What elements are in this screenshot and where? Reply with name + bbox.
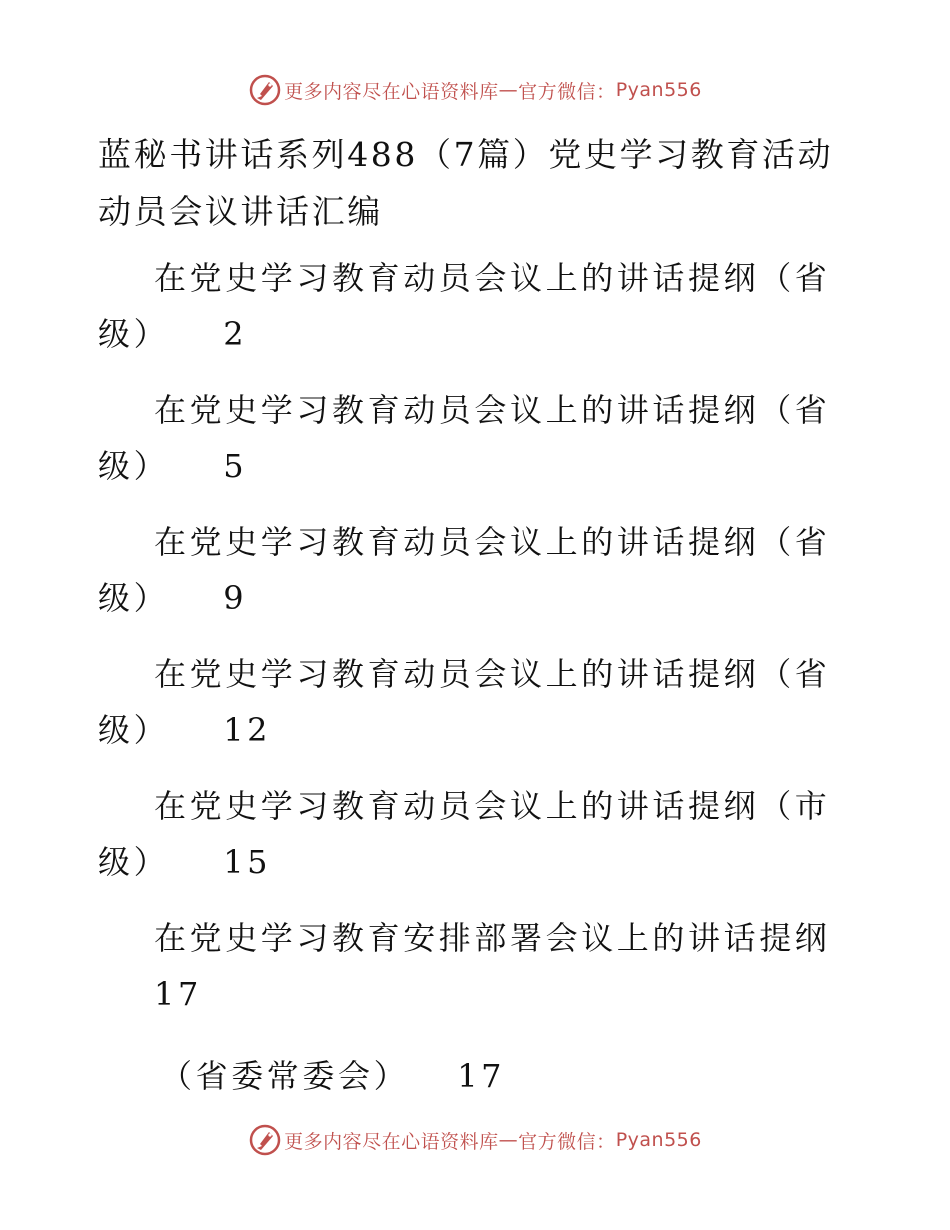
toc-entry-cont: 级） [98, 447, 170, 485]
toc-entry-cont: 级） [98, 711, 170, 749]
toc-entry-cont: 级） [98, 843, 170, 881]
toc-entry-text: 在党史学习教育动员会议上的讲话提纲（省 [154, 259, 831, 297]
toc-entry-2 [98, 382, 858, 494]
toc-entry-cont: 级） [98, 315, 170, 353]
toc-entry-1 [98, 250, 858, 362]
banner-wechat-id: Pyan556 [615, 79, 702, 101]
banner-separator: — [498, 79, 519, 101]
banner-wechat-id: Pyan556 [615, 1129, 702, 1151]
toc-entry-page: 9 [223, 579, 248, 617]
toc-entry-5 [98, 778, 858, 890]
toc-entry-6 [98, 910, 858, 1022]
table-of-contents [98, 250, 858, 1022]
toc-sub-entry-text: （省委常委会） [160, 1057, 410, 1095]
banner-text: 更多内容尽在心语资料库 [284, 80, 499, 103]
toc-entry-page: 17 [154, 975, 202, 1013]
toc-entry-page: 2 [223, 315, 248, 353]
header-banner [0, 70, 950, 110]
footer-banner [0, 1120, 950, 1160]
toc-entry-text: 在党史学习教育动员会议上的讲话提纲（省 [154, 523, 831, 561]
banner-wechat-label: 官方微信： [518, 1130, 616, 1153]
toc-entry-3 [98, 514, 858, 626]
banner-separator: — [498, 1129, 519, 1151]
toc-entry-text: 在党史学习教育安排部署会议上的讲话提纲 [154, 919, 831, 957]
toc-sub-entry-page: 17 [457, 1057, 506, 1095]
banner-wechat-label: 官方微信： [518, 80, 616, 103]
toc-entry-text: 在党史学习教育动员会议上的讲话提纲（市 [154, 787, 831, 825]
toc-entry-cont: 级） [98, 579, 170, 617]
toc-entry-page: 12 [223, 711, 272, 749]
banner-text: 更多内容尽在心语资料库 [284, 1130, 499, 1153]
pen-nib-logo-icon [248, 73, 282, 107]
toc-entry-4 [98, 646, 858, 758]
toc-entry-text: 在党史学习教育动员会议上的讲话提纲（省 [154, 391, 831, 429]
document-title: 蓝秘书讲话系列488（7篇）党史学习教育活动动员会议讲话汇编 [98, 135, 834, 231]
toc-entry-page: 5 [223, 447, 248, 485]
pen-nib-logo-icon [248, 1123, 282, 1157]
toc-sub-entry [160, 1048, 505, 1104]
toc-entry-page: 15 [223, 843, 272, 881]
toc-entry-text: 在党史学习教育动员会议上的讲话提纲（省 [154, 655, 831, 693]
